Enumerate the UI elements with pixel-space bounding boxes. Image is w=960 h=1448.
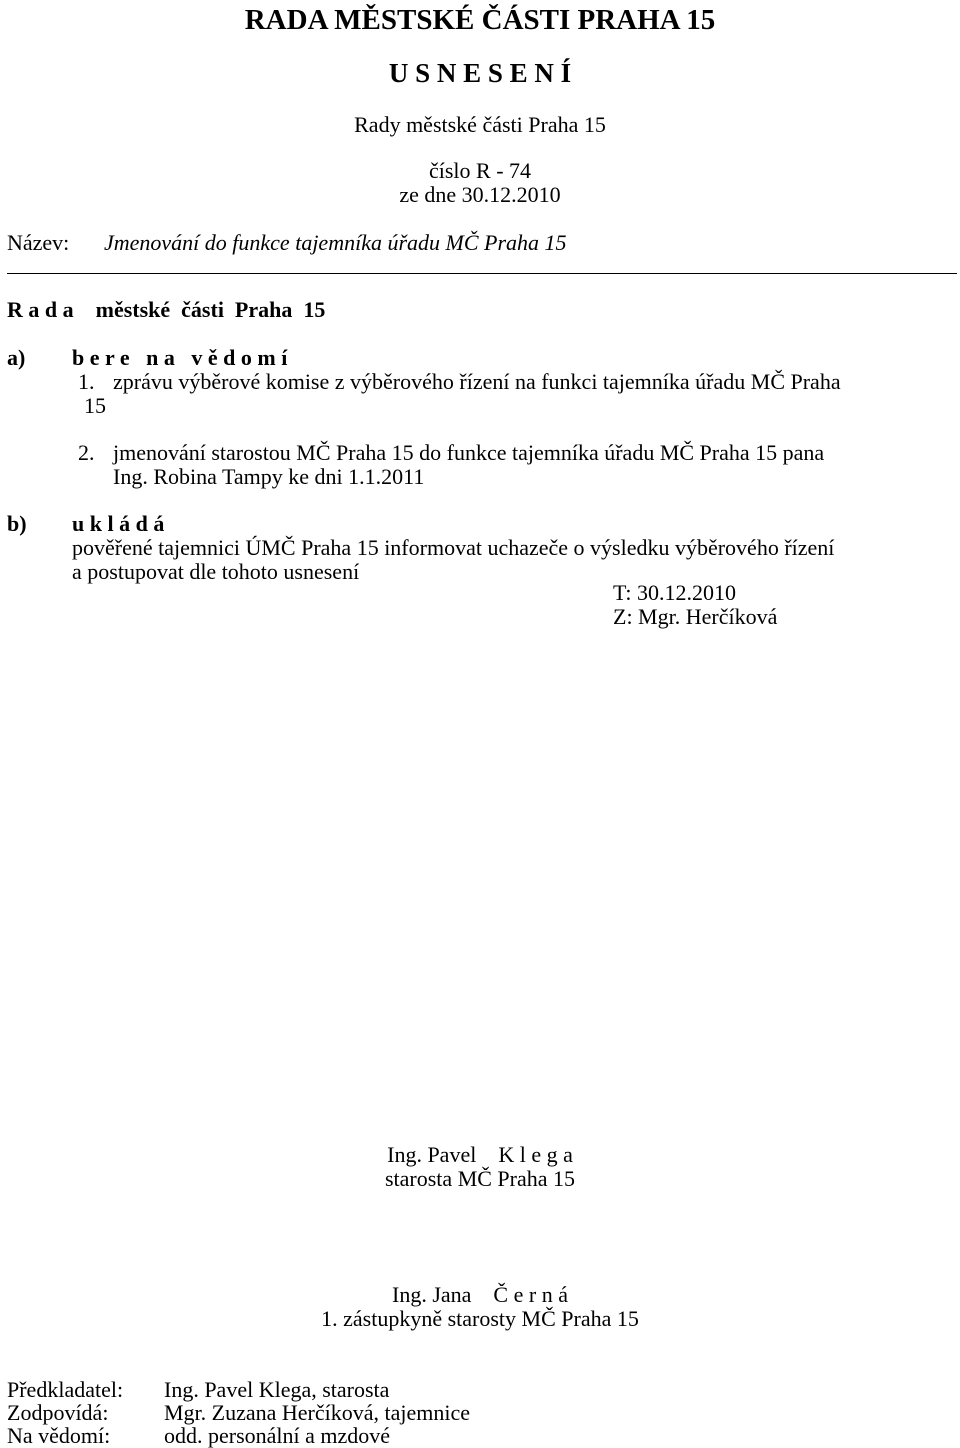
footer-value-notified: odd. personální a mzdové xyxy=(164,1423,391,1448)
section-a-marker: a) xyxy=(7,345,26,370)
signature-2-name: Ing. Jana Č e r n á xyxy=(392,1282,568,1307)
section-b-marker: b) xyxy=(7,511,27,536)
item-2-line1: jmenování starostou MČ Praha 15 do funkce tajemníka úřadu MČ Praha 15 pana xyxy=(113,440,825,465)
footer-label-submitter: Předkladatel: xyxy=(7,1377,124,1402)
item-2-number: 2. xyxy=(78,440,95,465)
footer-label-responsible: Zodpovídá: xyxy=(7,1400,109,1425)
issuer-line: Rady městské části Praha 15 xyxy=(354,112,606,137)
section-a-verb: b e r e n a v ě d o m í xyxy=(72,345,288,370)
footer-value-submitter: Ing. Pavel Klega, starosta xyxy=(164,1377,390,1402)
subject-label: Název: xyxy=(7,230,70,255)
responsible-person: Z: Mgr. Herčíková xyxy=(613,604,778,629)
subject-value: Jmenování do funkce tajemníka úřadu MČ Praha 15 xyxy=(104,230,567,255)
section-b-verb: u k l á d á xyxy=(72,511,165,536)
document-type-title: U S N E S E N Í xyxy=(388,58,572,88)
signature-1-role: starosta MČ Praha 15 xyxy=(384,1166,576,1191)
resolution-date: ze dne 30.12.2010 xyxy=(399,182,561,207)
deadline: T: 30.12.2010 xyxy=(613,580,736,605)
council-heading: R a d a městské části Praha 15 xyxy=(7,297,326,322)
header-rule xyxy=(7,273,957,274)
item-2-line2: Ing. Robina Tampy ke dni 1.1.2011 xyxy=(113,464,425,489)
signature-2-role: 1. zástupkyně starosty MČ Praha 15 xyxy=(321,1306,639,1331)
section-b-line1: pověřené tajemnici ÚMČ Praha 15 informovat uchazeče o výsledku výběrového řízení xyxy=(72,535,835,560)
footer-label-notified: Na vědomí: xyxy=(7,1423,111,1448)
resolution-number: číslo R - 74 xyxy=(428,158,532,183)
footer-value-responsible: Mgr. Zuzana Herčíková, tajemnice xyxy=(164,1400,471,1425)
item-1-line2: 15 xyxy=(84,393,106,418)
signature-1-name: Ing. Pavel K l e g a xyxy=(387,1142,573,1167)
document-org-title: RADA MĚSTSKÉ ČÁSTI PRAHA 15 xyxy=(244,4,716,36)
section-b-line2: a postupovat dle tohoto usnesení xyxy=(72,559,360,584)
item-1-number: 1. xyxy=(78,369,95,394)
item-1-line1: zprávu výběrové komise z výběrového řízení na funkci tajemníka úřadu MČ Praha xyxy=(113,369,841,394)
